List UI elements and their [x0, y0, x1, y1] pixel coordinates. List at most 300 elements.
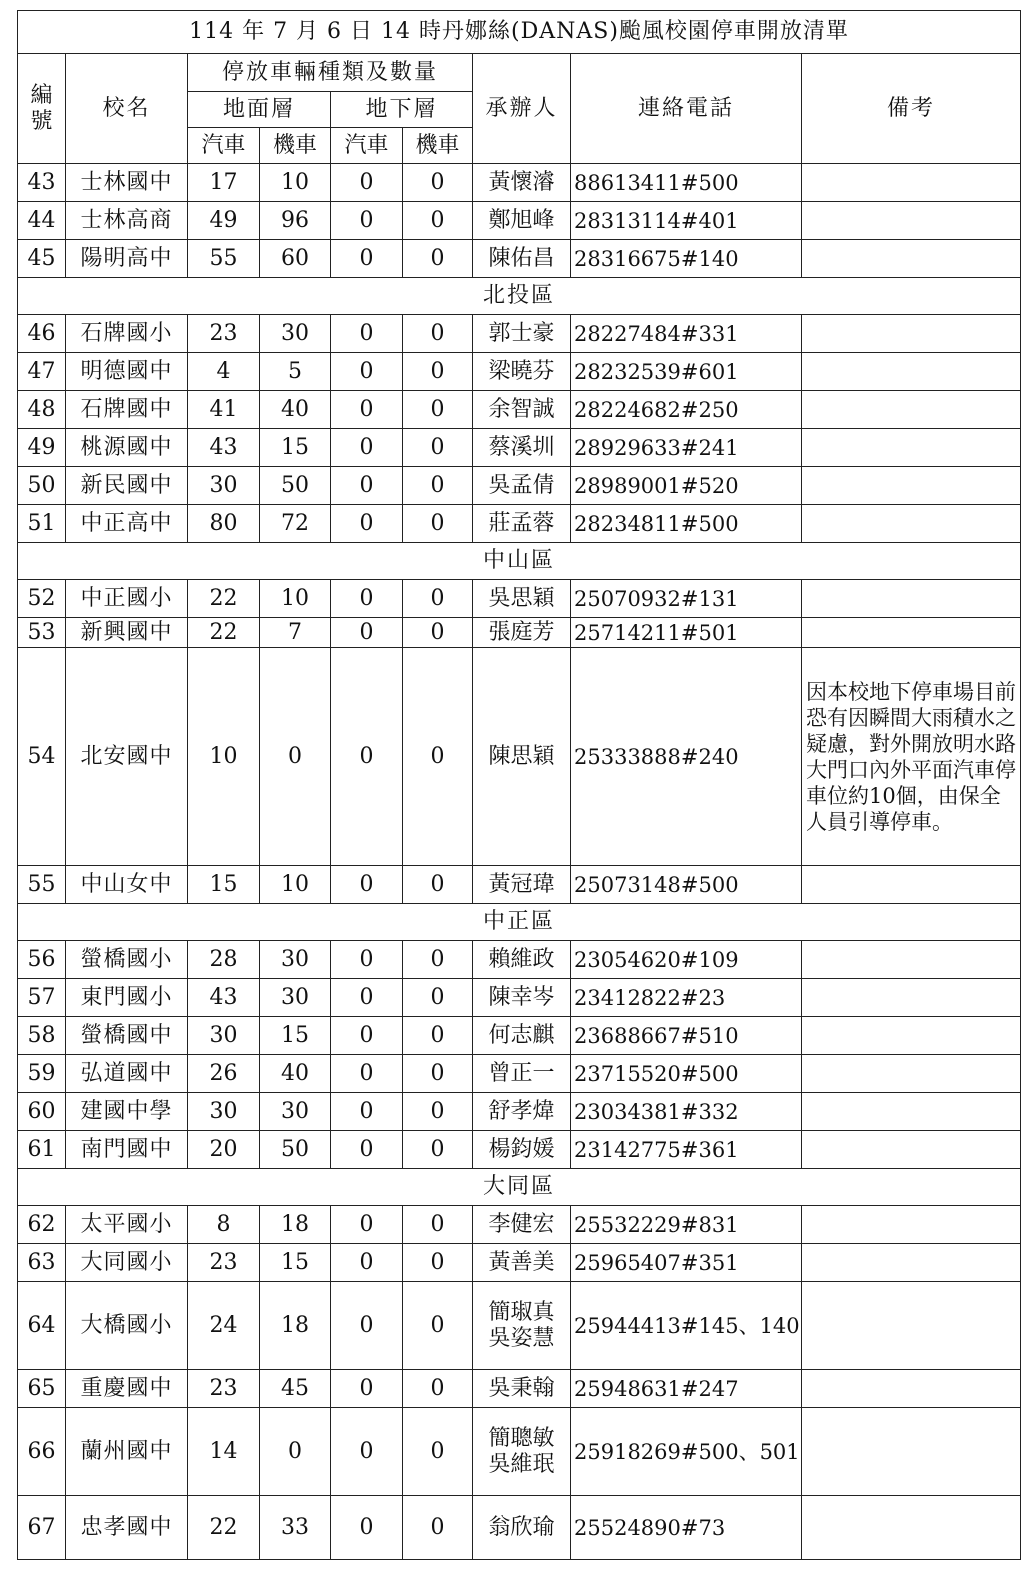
- school-name: 新民國中: [66, 467, 188, 505]
- remark: [802, 240, 1021, 278]
- table-row: [18, 1093, 1021, 1131]
- underground-car-count: 0: [331, 1282, 403, 1370]
- contact-phone: 23412822#23: [571, 979, 802, 1017]
- ground-car-count: 43: [188, 429, 260, 467]
- contact-name: 吳秉翰: [488, 1375, 555, 1401]
- underground-moto-count: 0: [403, 866, 473, 904]
- contact-phone: 28232539#601: [571, 353, 802, 391]
- school-name: 南門國中: [66, 1131, 188, 1169]
- ground-moto-count: 10: [260, 866, 331, 904]
- table-row: [18, 979, 1021, 1017]
- header-remark: 備考: [802, 54, 1021, 164]
- contact-name: 陳思穎: [488, 743, 555, 769]
- school-name: 陽明高中: [66, 240, 188, 278]
- contact-person: [473, 1093, 571, 1131]
- contact-person: [473, 1131, 571, 1169]
- ground-car-count: 41: [188, 391, 260, 429]
- contact-name: 吳維珉: [488, 1451, 555, 1477]
- underground-car-count: 0: [331, 315, 403, 353]
- row-no: 43: [18, 164, 66, 202]
- ground-car-count: 24: [188, 1282, 260, 1370]
- ground-moto-count: 0: [260, 648, 331, 866]
- row-no: 65: [18, 1370, 66, 1408]
- contact-phone: 25965407#351: [571, 1244, 802, 1282]
- underground-car-count: 0: [331, 979, 403, 1017]
- contact-person: [473, 391, 571, 429]
- header-no-char: 號: [30, 108, 53, 134]
- district-row: [18, 1169, 1021, 1206]
- table-row: [18, 1131, 1021, 1169]
- table-row: [18, 941, 1021, 979]
- contact-name: 郭士豪: [488, 320, 555, 346]
- ground-car-count: 23: [188, 1244, 260, 1282]
- row-no: 54: [18, 648, 66, 866]
- school-name: 北安國中: [66, 648, 188, 866]
- school-name: 大同國小: [66, 1244, 188, 1282]
- row-no: 61: [18, 1131, 66, 1169]
- contact-name: 吳姿慧: [488, 1325, 555, 1351]
- remark: [802, 1282, 1021, 1370]
- ground-car-count: 22: [188, 618, 260, 648]
- underground-car-count: 0: [331, 1244, 403, 1282]
- contact-phone: 23688667#510: [571, 1017, 802, 1055]
- row-no: 47: [18, 353, 66, 391]
- ground-car-count: 20: [188, 1131, 260, 1169]
- table-row: [18, 1408, 1021, 1496]
- underground-moto-count: 0: [403, 315, 473, 353]
- underground-moto-count: 0: [403, 1093, 473, 1131]
- ground-car-count: 30: [188, 1093, 260, 1131]
- underground-moto-count: 0: [403, 1408, 473, 1496]
- contact-name: 陳幸岑: [488, 984, 555, 1010]
- underground-car-count: 0: [331, 1408, 403, 1496]
- underground-car-count: 0: [331, 1093, 403, 1131]
- school-name: 蘭州國中: [66, 1408, 188, 1496]
- table-row: [18, 1282, 1021, 1370]
- underground-car-count: 0: [331, 1496, 403, 1560]
- contact-phone: 28929633#241: [571, 429, 802, 467]
- ground-car-count: 4: [188, 353, 260, 391]
- school-name: 太平國小: [66, 1206, 188, 1244]
- table-row: [18, 240, 1021, 278]
- district-label: 北投區: [18, 278, 1021, 315]
- ground-car-count: 30: [188, 1017, 260, 1055]
- contact-phone: 25070932#131: [571, 580, 802, 618]
- contact-name: 舒孝煒: [488, 1098, 555, 1124]
- contact-phone: 28313114#401: [571, 202, 802, 240]
- school-name: 東門國小: [66, 979, 188, 1017]
- underground-moto-count: 0: [403, 1244, 473, 1282]
- underground-moto-count: 0: [403, 1282, 473, 1370]
- contact-name: 吳孟倩: [488, 472, 555, 498]
- district-label: 中山區: [18, 543, 1021, 580]
- row-no: 63: [18, 1244, 66, 1282]
- contact-person: [473, 467, 571, 505]
- contact-name: 曾正一: [488, 1060, 555, 1086]
- table-row: [18, 1206, 1021, 1244]
- row-no: 64: [18, 1282, 66, 1370]
- ground-car-count: 23: [188, 1370, 260, 1408]
- ground-moto-count: 30: [260, 979, 331, 1017]
- contact-name: 李健宏: [488, 1211, 555, 1237]
- contact-person: [473, 941, 571, 979]
- table-row: [18, 505, 1021, 543]
- header-underground-moto: 機車: [403, 128, 473, 164]
- remark: [802, 580, 1021, 618]
- ground-moto-count: 15: [260, 1017, 331, 1055]
- row-no: 67: [18, 1496, 66, 1560]
- contact-name: 蔡溪圳: [488, 434, 555, 460]
- remark: [802, 1017, 1021, 1055]
- school-name: 弘道國中: [66, 1055, 188, 1093]
- header-phone: 連絡電話: [571, 54, 802, 164]
- underground-car-count: 0: [331, 618, 403, 648]
- school-name: 重慶國中: [66, 1370, 188, 1408]
- ground-car-count: 10: [188, 648, 260, 866]
- row-no: 53: [18, 618, 66, 648]
- row-no: 50: [18, 467, 66, 505]
- contact-person: [473, 1370, 571, 1408]
- contact-person: [473, 866, 571, 904]
- contact-phone: 23715520#500: [571, 1055, 802, 1093]
- ground-car-count: 26: [188, 1055, 260, 1093]
- remark: [802, 1055, 1021, 1093]
- school-name: 石牌國小: [66, 315, 188, 353]
- contact-person: [473, 618, 571, 648]
- table-row: [18, 315, 1021, 353]
- contact-phone: 28224682#250: [571, 391, 802, 429]
- school-name: 中山女中: [66, 866, 188, 904]
- row-no: 66: [18, 1408, 66, 1496]
- contact-phone: 28316675#140: [571, 240, 802, 278]
- ground-car-count: 55: [188, 240, 260, 278]
- contact-name: 賴維政: [488, 946, 555, 972]
- contact-name: 黃善美: [488, 1249, 555, 1275]
- remark: [802, 391, 1021, 429]
- table-row: [18, 429, 1021, 467]
- school-name: 螢橋國中: [66, 1017, 188, 1055]
- row-no: 56: [18, 941, 66, 979]
- underground-car-count: 0: [331, 505, 403, 543]
- ground-car-count: 22: [188, 580, 260, 618]
- contact-name: 簡琡真: [488, 1299, 555, 1325]
- table-row: [18, 618, 1021, 648]
- ground-moto-count: 50: [260, 1131, 331, 1169]
- school-name: 中正國小: [66, 580, 188, 618]
- ground-car-count: 22: [188, 1496, 260, 1560]
- school-name: 新興國中: [66, 618, 188, 648]
- ground-moto-count: 30: [260, 315, 331, 353]
- underground-moto-count: 0: [403, 467, 473, 505]
- underground-car-count: 0: [331, 866, 403, 904]
- underground-moto-count: 0: [403, 164, 473, 202]
- contact-person: [473, 580, 571, 618]
- remark: [802, 1206, 1021, 1244]
- header-ground-level: 地面層: [188, 92, 331, 128]
- contact-name: 余智誠: [488, 396, 555, 422]
- contact-phone: 25944413#145、140: [571, 1282, 802, 1370]
- contact-phone: 25073148#500: [571, 866, 802, 904]
- contact-person: [473, 979, 571, 1017]
- contact-name: 楊鈞媛: [488, 1136, 555, 1162]
- row-no: 45: [18, 240, 66, 278]
- underground-moto-count: 0: [403, 1131, 473, 1169]
- contact-phone: 23142775#361: [571, 1131, 802, 1169]
- ground-car-count: 43: [188, 979, 260, 1017]
- contact-person: [473, 1206, 571, 1244]
- school-name: 忠孝國中: [66, 1496, 188, 1560]
- table-row: [18, 1017, 1021, 1055]
- row-no: 51: [18, 505, 66, 543]
- row-no: 59: [18, 1055, 66, 1093]
- school-name: 石牌國中: [66, 391, 188, 429]
- contact-person: [473, 1244, 571, 1282]
- ground-moto-count: 96: [260, 202, 331, 240]
- school-name: 螢橋國小: [66, 941, 188, 979]
- contact-phone: 28227484#331: [571, 315, 802, 353]
- remark: [802, 1244, 1021, 1282]
- row-no: 57: [18, 979, 66, 1017]
- underground-moto-count: 0: [403, 979, 473, 1017]
- ground-moto-count: 5: [260, 353, 331, 391]
- row-no: 48: [18, 391, 66, 429]
- underground-moto-count: 0: [403, 240, 473, 278]
- underground-moto-count: 0: [403, 505, 473, 543]
- remark: [802, 866, 1021, 904]
- ground-moto-count: 18: [260, 1282, 331, 1370]
- ground-car-count: 14: [188, 1408, 260, 1496]
- ground-car-count: 23: [188, 315, 260, 353]
- ground-moto-count: 45: [260, 1370, 331, 1408]
- table-row: [18, 1496, 1021, 1560]
- contact-name: 梁曉芬: [488, 358, 555, 384]
- underground-car-count: 0: [331, 1017, 403, 1055]
- contact-person: [473, 164, 571, 202]
- ground-moto-count: 10: [260, 164, 331, 202]
- table-title: 114 年 7 月 6 日 14 時丹娜絲(DANAS)颱風校園停車開放清單: [18, 11, 1021, 54]
- remark: [802, 1131, 1021, 1169]
- contact-phone: 25524890#73: [571, 1496, 802, 1560]
- remark: [802, 505, 1021, 543]
- ground-moto-count: 30: [260, 1093, 331, 1131]
- underground-moto-count: 0: [403, 648, 473, 866]
- underground-moto-count: 0: [403, 580, 473, 618]
- ground-moto-count: 0: [260, 1408, 331, 1496]
- underground-car-count: 0: [331, 202, 403, 240]
- contact-name: 黃懷濬: [488, 169, 555, 195]
- header-no-char: 編: [30, 82, 53, 108]
- ground-car-count: 80: [188, 505, 260, 543]
- school-name: 桃源國中: [66, 429, 188, 467]
- underground-moto-count: 0: [403, 1370, 473, 1408]
- ground-moto-count: 30: [260, 941, 331, 979]
- row-no: 44: [18, 202, 66, 240]
- contact-phone: 25714211#501: [571, 618, 802, 648]
- underground-car-count: 0: [331, 648, 403, 866]
- district-label: 大同區: [18, 1169, 1021, 1206]
- underground-car-count: 0: [331, 429, 403, 467]
- ground-car-count: 8: [188, 1206, 260, 1244]
- contact-person: [473, 1055, 571, 1093]
- school-name: 中正高中: [66, 505, 188, 543]
- contact-phone: 23034381#332: [571, 1093, 802, 1131]
- remark: [802, 1093, 1021, 1131]
- remark: [802, 429, 1021, 467]
- school-name: 明德國中: [66, 353, 188, 391]
- contact-name: 吳思穎: [488, 585, 555, 611]
- underground-moto-count: 0: [403, 429, 473, 467]
- contact-name: 何志麒: [488, 1022, 555, 1048]
- contact-phone: 88613411#500: [571, 164, 802, 202]
- table-row: [18, 164, 1021, 202]
- parking-list-sheet: [17, 10, 1020, 1560]
- row-no: 55: [18, 866, 66, 904]
- remark: [802, 1496, 1021, 1560]
- underground-car-count: 0: [331, 467, 403, 505]
- remark: [802, 315, 1021, 353]
- underground-car-count: 0: [331, 1055, 403, 1093]
- district-label: 中正區: [18, 904, 1021, 941]
- underground-moto-count: 0: [403, 1206, 473, 1244]
- contact-person: [473, 429, 571, 467]
- contact-person: [473, 353, 571, 391]
- ground-moto-count: 7: [260, 618, 331, 648]
- ground-car-count: 49: [188, 202, 260, 240]
- table-row: [18, 391, 1021, 429]
- ground-moto-count: 33: [260, 1496, 331, 1560]
- table-body: [18, 164, 1021, 1560]
- row-no: 62: [18, 1206, 66, 1244]
- contact-person: [473, 240, 571, 278]
- underground-car-count: 0: [331, 164, 403, 202]
- remark: [802, 467, 1021, 505]
- contact-person: [473, 1282, 571, 1370]
- row-no: 58: [18, 1017, 66, 1055]
- underground-moto-count: 0: [403, 1017, 473, 1055]
- contact-name: 莊孟蓉: [488, 510, 555, 536]
- remark: [802, 164, 1021, 202]
- contact-person: [473, 1408, 571, 1496]
- table-row: [18, 866, 1021, 904]
- underground-car-count: 0: [331, 240, 403, 278]
- header-ground-car: 汽車: [188, 128, 260, 164]
- remark: [802, 353, 1021, 391]
- contact-name: 陳佑昌: [488, 245, 555, 271]
- underground-moto-count: 0: [403, 202, 473, 240]
- table-row: [18, 202, 1021, 240]
- table-row: [18, 353, 1021, 391]
- school-name: 大橋國小: [66, 1282, 188, 1370]
- ground-moto-count: 15: [260, 1244, 331, 1282]
- contact-phone: 28989001#520: [571, 467, 802, 505]
- row-no: 49: [18, 429, 66, 467]
- underground-car-count: 0: [331, 1206, 403, 1244]
- ground-car-count: 15: [188, 866, 260, 904]
- district-row: [18, 904, 1021, 941]
- contact-person: [473, 1017, 571, 1055]
- header-underground-level: 地下層: [331, 92, 473, 128]
- contact-phone: 25333888#240: [571, 648, 802, 866]
- table-row: [18, 1055, 1021, 1093]
- underground-moto-count: 0: [403, 1055, 473, 1093]
- underground-moto-count: 0: [403, 353, 473, 391]
- underground-car-count: 0: [331, 353, 403, 391]
- underground-car-count: 0: [331, 580, 403, 618]
- ground-car-count: 30: [188, 467, 260, 505]
- ground-moto-count: 10: [260, 580, 331, 618]
- ground-car-count: 17: [188, 164, 260, 202]
- ground-moto-count: 40: [260, 1055, 331, 1093]
- underground-moto-count: 0: [403, 391, 473, 429]
- remark: 因本校地下停車場目前恐有因瞬間大雨積水之疑慮，對外開放明水路大門口內外平面汽車停車位約10個，由保全人員引導停車。: [802, 648, 1021, 866]
- ground-moto-count: 50: [260, 467, 331, 505]
- contact-name: 黃冠瑋: [488, 871, 555, 897]
- remark: [802, 1408, 1021, 1496]
- ground-moto-count: 18: [260, 1206, 331, 1244]
- table-row: [18, 1370, 1021, 1408]
- contact-phone: 23054620#109: [571, 941, 802, 979]
- contact-person: [473, 1496, 571, 1560]
- ground-moto-count: 15: [260, 429, 331, 467]
- underground-car-count: 0: [331, 1131, 403, 1169]
- underground-car-count: 0: [331, 941, 403, 979]
- contact-person: [473, 648, 571, 866]
- ground-moto-count: 72: [260, 505, 331, 543]
- remark: [802, 1370, 1021, 1408]
- table-row: [18, 467, 1021, 505]
- contact-name: 翁欣瑜: [488, 1514, 555, 1540]
- remark: [802, 941, 1021, 979]
- contact-phone: 25948631#247: [571, 1370, 802, 1408]
- header-ground-moto: 機車: [260, 128, 331, 164]
- contact-phone: 25918269#500、501: [571, 1408, 802, 1496]
- header-vehicle-group: 停放車輛種類及數量: [188, 54, 473, 92]
- underground-moto-count: 0: [403, 1496, 473, 1560]
- contact-phone: 28234811#500: [571, 505, 802, 543]
- underground-car-count: 0: [331, 391, 403, 429]
- contact-person: [473, 202, 571, 240]
- row-no: 52: [18, 580, 66, 618]
- header-school: 校名: [66, 54, 188, 164]
- ground-moto-count: 40: [260, 391, 331, 429]
- underground-moto-count: 0: [403, 941, 473, 979]
- header-underground-car: 汽車: [331, 128, 403, 164]
- table-row: [18, 580, 1021, 618]
- ground-car-count: 28: [188, 941, 260, 979]
- parking-table: [17, 10, 1021, 1560]
- header-contact: 承辦人: [473, 54, 571, 164]
- contact-name: 張庭芳: [488, 619, 555, 645]
- table-row: [18, 648, 1021, 866]
- school-name: 建國中學: [66, 1093, 188, 1131]
- contact-person: [473, 505, 571, 543]
- underground-moto-count: 0: [403, 618, 473, 648]
- table-row: [18, 1244, 1021, 1282]
- district-row: [18, 543, 1021, 580]
- row-no: 60: [18, 1093, 66, 1131]
- contact-person: [473, 315, 571, 353]
- ground-moto-count: 60: [260, 240, 331, 278]
- remark: [802, 618, 1021, 648]
- row-no: 46: [18, 315, 66, 353]
- remark: [802, 979, 1021, 1017]
- contact-name: 鄭旭峰: [488, 207, 555, 233]
- header-no: [18, 54, 66, 164]
- remark: [802, 202, 1021, 240]
- district-row: [18, 278, 1021, 315]
- underground-car-count: 0: [331, 1370, 403, 1408]
- contact-name: 簡聰敏: [488, 1425, 555, 1451]
